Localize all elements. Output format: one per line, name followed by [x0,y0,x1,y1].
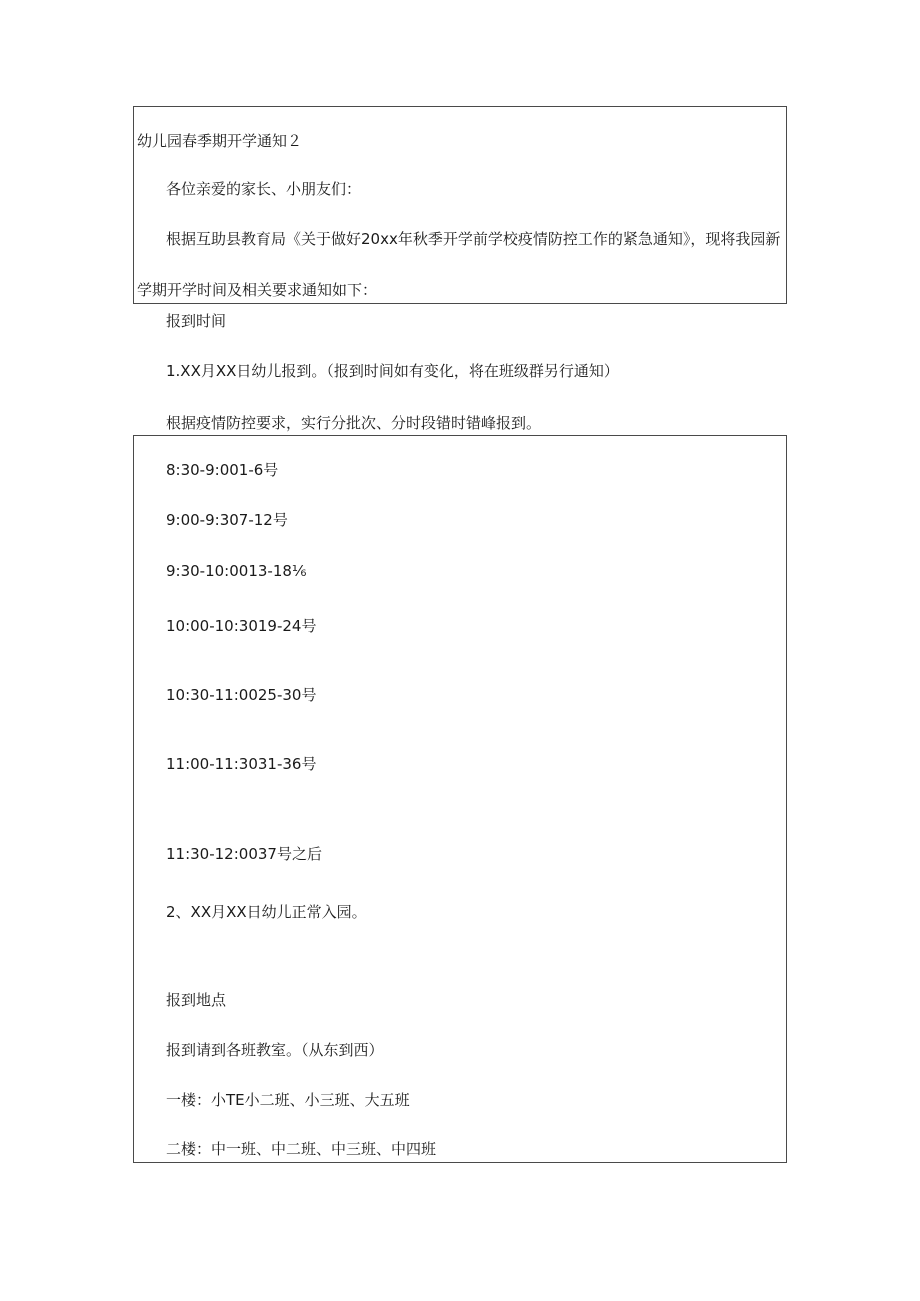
intro-line-2: 学期开学时间及相关要求通知如下： [137,281,378,299]
place-desc: 报到请到各班教室。（从东到西） [166,1041,384,1059]
time-slot: 11:30-12:0037号之后 [166,845,322,863]
floor-1: 一楼：小TE小二班、小三班、大五班 [166,1091,410,1109]
time-item-1: 1.XX月XX日幼儿报到。（报到时间如有变化，将在班级群另行通知） [166,362,619,380]
time-slot: 8:30-9:001-6号 [166,461,279,479]
time-slot: 9:30-10:0013-18⅙ [166,562,307,580]
time-item-2: 2、XX月XX日幼儿正常入园。 [166,903,367,921]
time-slot: 10:00-10:3019-24号 [166,617,317,635]
time-slot: 11:00-11:3031-36号 [166,755,317,773]
time-slot: 10:30-11:0025-30号 [166,686,317,704]
notice-title: 幼儿园春季期开学通知２ [137,132,303,150]
time-rule: 根据疫情防控要求，实行分批次、分时段错时错峰报到。 [166,414,542,432]
greeting: 各位亲爱的家长、小朋友们： [166,180,362,198]
floor-2: 二楼：中一班、中二班、中三班、中四班 [166,1140,437,1158]
time-heading: 报到时间 [166,312,227,330]
time-slot: 9:00-9:307-12号 [166,511,288,529]
place-heading: 报到地点 [166,991,227,1009]
intro-line-1: 根据互助县教育局《关于做好20xx年秋季开学前学校疫情防控工作的紧急通知》，现将我园新 [166,230,781,248]
